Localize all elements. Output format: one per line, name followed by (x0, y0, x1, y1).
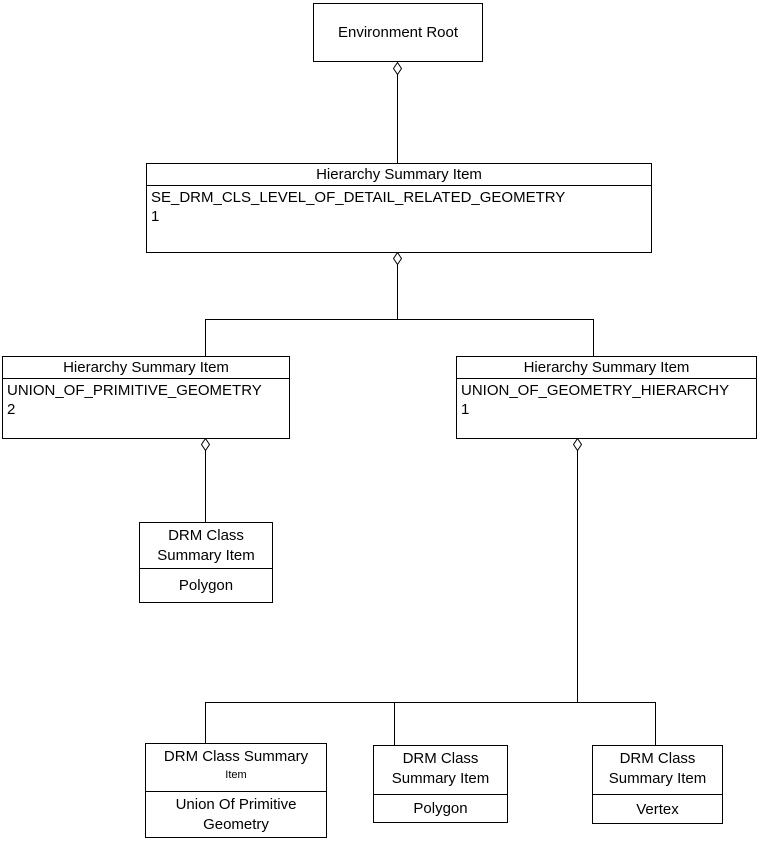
header-line: Summary Item (157, 547, 255, 564)
connector-drop-upg (205, 319, 206, 357)
node-header: Hierarchy Summary Item (3, 357, 289, 379)
node-body (457, 379, 756, 419)
header-line: DRM Class Summary (163, 748, 309, 765)
node-body (147, 186, 651, 226)
header-line: DRM Class (402, 750, 479, 767)
node-drm-class-polygon-bottom (373, 745, 508, 823)
body-line: Geometry (203, 816, 269, 833)
node-header (140, 523, 272, 569)
aggregation-diamond-icon (393, 252, 402, 265)
connector-branch-upper (205, 319, 594, 320)
header-line: Item (225, 769, 247, 781)
connector-drop-vertex-class (655, 702, 656, 746)
node-drm-class-vertex (592, 745, 723, 824)
aggregation-diamond-icon (573, 438, 582, 451)
connector-drop-polygon-class (394, 702, 395, 746)
body-line: Union Of Primitive (175, 796, 297, 813)
multiplicity-text: 1 (461, 401, 470, 418)
node-label: Environment Root (337, 24, 459, 41)
header-line: Summary Item (391, 770, 490, 787)
node-body (146, 792, 326, 835)
multiplicity-text: 2 (7, 401, 16, 418)
connector-drop-ugh (593, 319, 594, 357)
class-name-text: SE_DRM_CLS_LEVEL_OF_DETAIL_RELATED_GEOMETRY (151, 189, 566, 206)
node-body: Polygon (178, 577, 234, 594)
connector-line-ugh-stem (577, 450, 578, 703)
connector-line-upg-to-polygon (205, 449, 206, 523)
multiplicity-text: 1 (151, 208, 160, 225)
header-line: DRM Class (619, 750, 696, 767)
node-hierarchy-summary-ugh (456, 356, 757, 439)
node-drm-class-polygon-mid (139, 522, 273, 603)
node-environment-root (313, 3, 483, 62)
node-header: Hierarchy Summary Item (147, 164, 651, 186)
class-name-text: UNION_OF_GEOMETRY_HIERARCHY (461, 382, 730, 399)
node-hierarchy-summary-lod (146, 163, 652, 253)
aggregation-diamond-icon (201, 438, 210, 451)
aggregation-diamond-icon (393, 62, 402, 75)
node-drm-class-union-of-primitive-geometry (145, 743, 327, 838)
connector-line-lod-stem (397, 264, 398, 320)
node-header (593, 746, 722, 795)
node-body: Vertex (636, 800, 679, 818)
header-line: Summary Item (608, 770, 707, 787)
node-header: Hierarchy Summary Item (457, 357, 756, 379)
header-line: DRM Class (168, 527, 244, 544)
node-body (3, 379, 289, 419)
connector-line-root-to-lod (397, 74, 398, 164)
node-body: Polygon (413, 800, 468, 817)
connector-branch-lower (205, 702, 656, 703)
node-header (146, 744, 326, 792)
node-header (374, 746, 507, 795)
connector-drop-union-class (205, 702, 206, 744)
node-hierarchy-summary-upg (2, 356, 290, 439)
class-name-text: UNION_OF_PRIMITIVE_GEOMETRY (7, 382, 262, 399)
